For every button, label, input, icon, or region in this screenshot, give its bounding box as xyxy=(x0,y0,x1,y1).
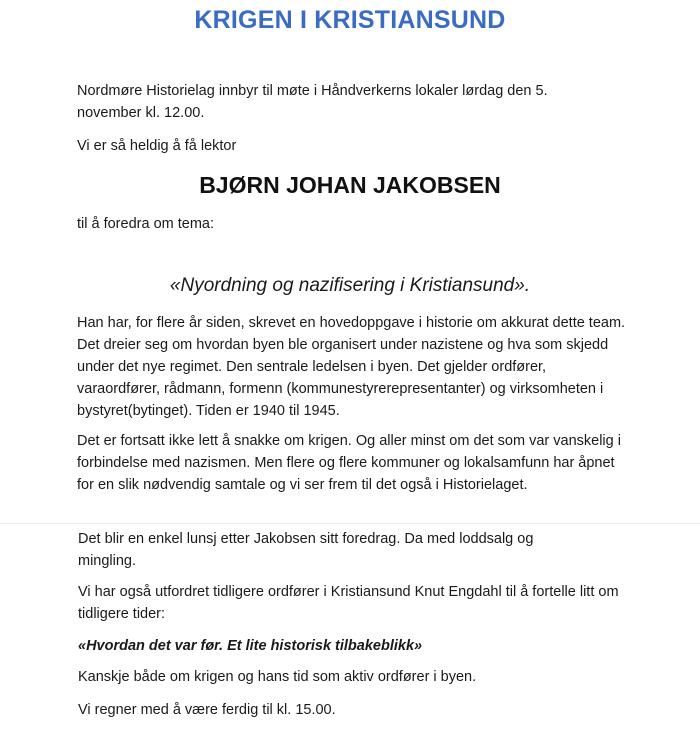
body-paragraph-5: Kanskje både om krigen og hans tid som aktiv ordfører i byen. xyxy=(78,669,477,685)
document-title: KRIGEN I KRISTIANSUND xyxy=(194,6,506,34)
body-paragraph-4: Vi har også utfordret tidligere ordfører i Kristiansund Knut Engdahl til å fortelle litt om tidligere tider: xyxy=(78,584,619,622)
subtopic-heading: «Hvordan det var før. Et lite historisk tilbakeblikk» xyxy=(78,638,423,654)
lecture-intro-paragraph: til å foredra om tema: xyxy=(77,216,214,232)
topic-heading: «Nyordning og nazifisering i Kristiansund». xyxy=(169,275,531,296)
body-paragraph-2: Det er fortsatt ikke lett å snakke om krigen. Og aller minst om det som var vanskelig i forbindelse med nazismen. Men flere og flere kommuner og lokalsamfunn har åpnet for en slik nødvendig samtale og vi ser frem til det også i Historielaget. xyxy=(77,433,621,493)
speaker-name: BJØRN JOHAN JAKOBSEN xyxy=(199,172,501,198)
intro-paragraph: Nordmøre Historielag innbyr til møte i Håndverkerns lokaler lørdag den 5. november kl. 12.00. xyxy=(77,83,548,121)
body-paragraph-1: Han har, for flere år siden, skrevet en hovedoppgave i historie om akkurat dette team. Det dreier seg om hvordan byen ble organisert under nazistene og hva som skjedd under det nye regimet. Den sentrale ledelsen i byen. Det gjelder ordfører, varaordfører, rådmann, formenn (kommunestyrerepresentanter) og virksomheten i bystyret(bytinget). Tiden er 1940 til 1945. xyxy=(77,315,626,419)
body-paragraph-6: Vi regner med å være ferdig til kl. 15.00. xyxy=(78,702,336,718)
body-paragraph-3: Det blir en enkel lunsj etter Jakobsen sitt foredrag. Da med loddsalg og mingling. xyxy=(78,531,534,569)
page-divider xyxy=(0,523,700,524)
lucky-paragraph: Vi er så heldig å få lektor xyxy=(77,138,237,154)
